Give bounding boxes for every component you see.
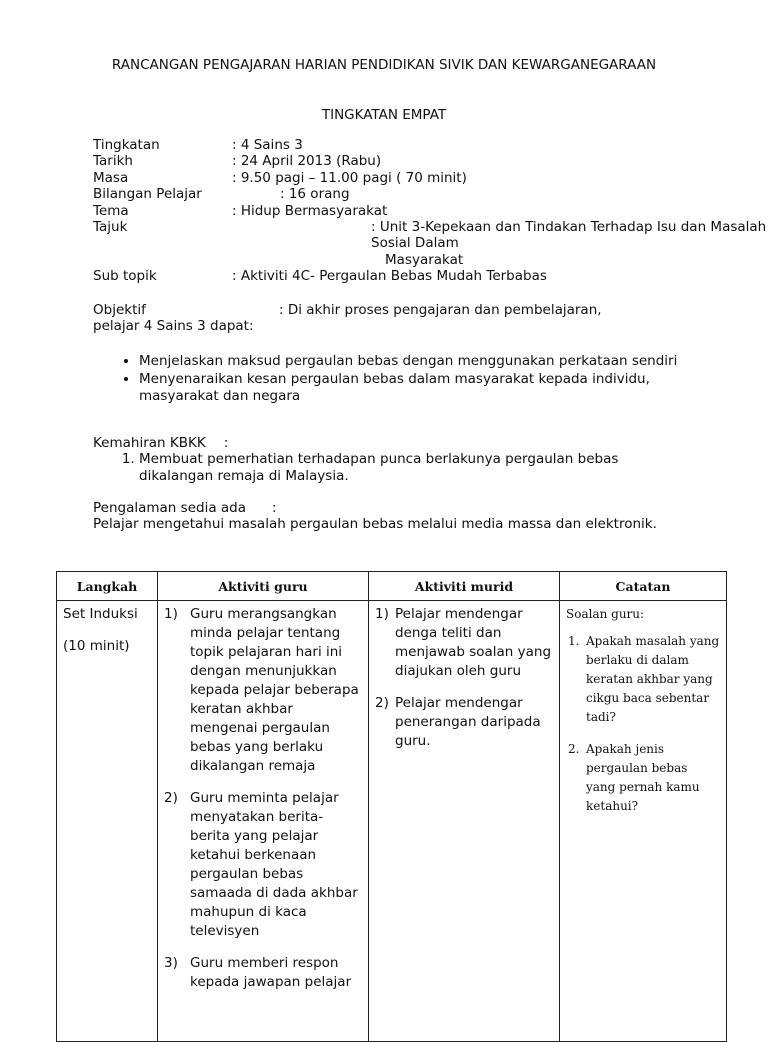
objektif-section <box>93 302 693 335</box>
item-text: Guru memberi respon kepada jawapan pelajar <box>190 955 352 990</box>
item-number: 1) <box>164 606 178 622</box>
bilangan-value: : 16 orang <box>280 186 350 203</box>
list-item <box>164 789 362 941</box>
info-row-subtopik <box>93 268 693 284</box>
sedia-ada-text: Pelajar mengetahui masalah pergaulan bebas melalui media massa dan elektronik. <box>93 516 657 533</box>
item-number: 2) <box>375 695 389 711</box>
tingkatan-label: Tingkatan <box>93 137 160 153</box>
tarikh-label: Tarikh <box>93 153 133 170</box>
langkah-step: Set Induksi <box>63 606 138 622</box>
list-item: • Menjelaskan maksud pergaulan bebas dengan menggunakan perkataan sendiri <box>139 353 693 369</box>
item-number: 2. <box>568 742 580 756</box>
list-item: • Menyenaraikan kesan pergaulan bebas dalam masyarakat kepada individu, masyarakat dan negara <box>139 371 693 404</box>
info-row-tajuk <box>93 218 767 268</box>
langkah-cell <box>57 601 158 1042</box>
document-title: RANCANGAN PENGAJARAN HARIAN PENDIDIKAN SIVIK DAN KEWARGANEGARAAN <box>111 57 657 73</box>
aktiviti-guru-cell <box>158 601 369 1042</box>
item-number: 1) <box>375 606 389 622</box>
lesson-plan-table <box>56 571 727 1042</box>
item-text: Pelajar mendengar penerangan daripada guru. <box>395 695 541 749</box>
header-aktiviti-murid: Aktiviti murid <box>369 572 560 601</box>
tema-label: Tema <box>93 202 129 219</box>
bilangan-label: Bilangan Pelajar <box>93 186 202 203</box>
list-item <box>164 605 362 776</box>
table-row <box>57 601 727 1042</box>
document-subtitle: TINGKATAN EMPAT <box>321 107 447 123</box>
info-row-tarikh <box>93 153 693 169</box>
objektif-cont: pelajar 4 Sains 3 dapat: <box>93 318 254 335</box>
info-row-tingkatan <box>93 137 693 153</box>
info-row-masa <box>93 170 693 186</box>
list-item <box>375 605 553 681</box>
catatan-cell <box>560 601 727 1042</box>
kbkk-colon: : <box>223 435 229 451</box>
masa-label: Masa <box>93 169 129 186</box>
item-number: 1. <box>568 634 580 648</box>
lesson-info <box>93 137 767 285</box>
kbkk-section <box>93 435 693 484</box>
kbkk-label: Kemahiran KBKK <box>93 435 206 451</box>
tajuk-value-cont: Masyarakat <box>385 251 464 268</box>
list-item <box>568 740 720 816</box>
langkah-duration: (10 minit) <box>63 638 130 654</box>
list-item: 1. Membuat pemerhatian terhadapan punca berlakunya pergaulan bebas dikalangan remaja di Malaysia. <box>139 451 693 484</box>
tajuk-value <box>371 219 768 268</box>
list-item <box>568 632 720 727</box>
sedia-ada-label: Pengalaman sedia ada <box>93 500 246 516</box>
objektif-label: Objektif <box>93 302 146 318</box>
item-text: Guru merangsangkan minda pelajar tentang topik pelajaran hari ini dengan menunjukkan kepada pelajar beberapa keratan akhbar mengenai pergaulan bebas yang berlaku dikalangan remaja <box>190 606 359 774</box>
kbkk-heading <box>93 435 693 451</box>
item-text: Pelajar mendengar denga teliti dan menjawab soalan yang diajukan oleh guru <box>395 606 552 679</box>
list-item <box>164 954 362 992</box>
subtopik-label: Sub topik <box>93 268 157 285</box>
table-header-row <box>57 572 727 601</box>
header-langkah: Langkah <box>57 572 158 601</box>
objektif-bullets <box>93 353 693 406</box>
objektif-row <box>93 302 693 318</box>
tajuk-label: Tajuk <box>93 218 128 235</box>
item-text: Apakah jenis pergaulan bebas yang pernah kamu ketahui? <box>586 742 700 813</box>
sedia-ada-heading <box>93 500 693 516</box>
info-row-tema <box>93 203 693 219</box>
sedia-ada-colon: : <box>272 500 277 516</box>
tingkatan-value: : 4 Sains 3 <box>232 137 303 153</box>
info-row-bilangan <box>93 186 693 202</box>
tarikh-value: : 24 April 2013 (Rabu) <box>232 153 382 170</box>
subtopik-value: : Aktiviti 4C- Pergaulan Bebas Mudah Terbabas <box>232 268 547 285</box>
list-item <box>375 694 553 751</box>
tajuk-value-text: : Unit 3-Kepekaan dan Tindakan Terhadap Isu dan Masalah Sosial Dalam <box>371 218 767 252</box>
header-catatan: Catatan <box>560 572 727 601</box>
item-text: Guru meminta pelajar menyatakan berita-berita yang pelajar ketahui berkenaan pergaulan bebas samaada di dada akhbar mahupun di kaca televisyen <box>190 790 358 939</box>
item-text: Apakah masalah yang berlaku di dalam keratan akhbar yang cikgu baca sebentar tadi? <box>586 634 720 724</box>
header-aktiviti-guru: Aktiviti guru <box>158 572 369 601</box>
aktiviti-murid-cell <box>369 601 560 1042</box>
catatan-heading: Soalan guru: <box>566 607 645 621</box>
masa-value: : 9.50 pagi – 11.00 pagi ( 70 minit) <box>232 169 467 186</box>
objektif-value: : Di akhir proses pengajaran dan pembelajaran, <box>279 302 602 318</box>
item-number: 2) <box>164 790 178 806</box>
item-number: 3) <box>164 955 178 971</box>
tema-value: : Hidup Bermasyarakat <box>232 202 388 219</box>
sedia-ada-section <box>93 500 693 533</box>
